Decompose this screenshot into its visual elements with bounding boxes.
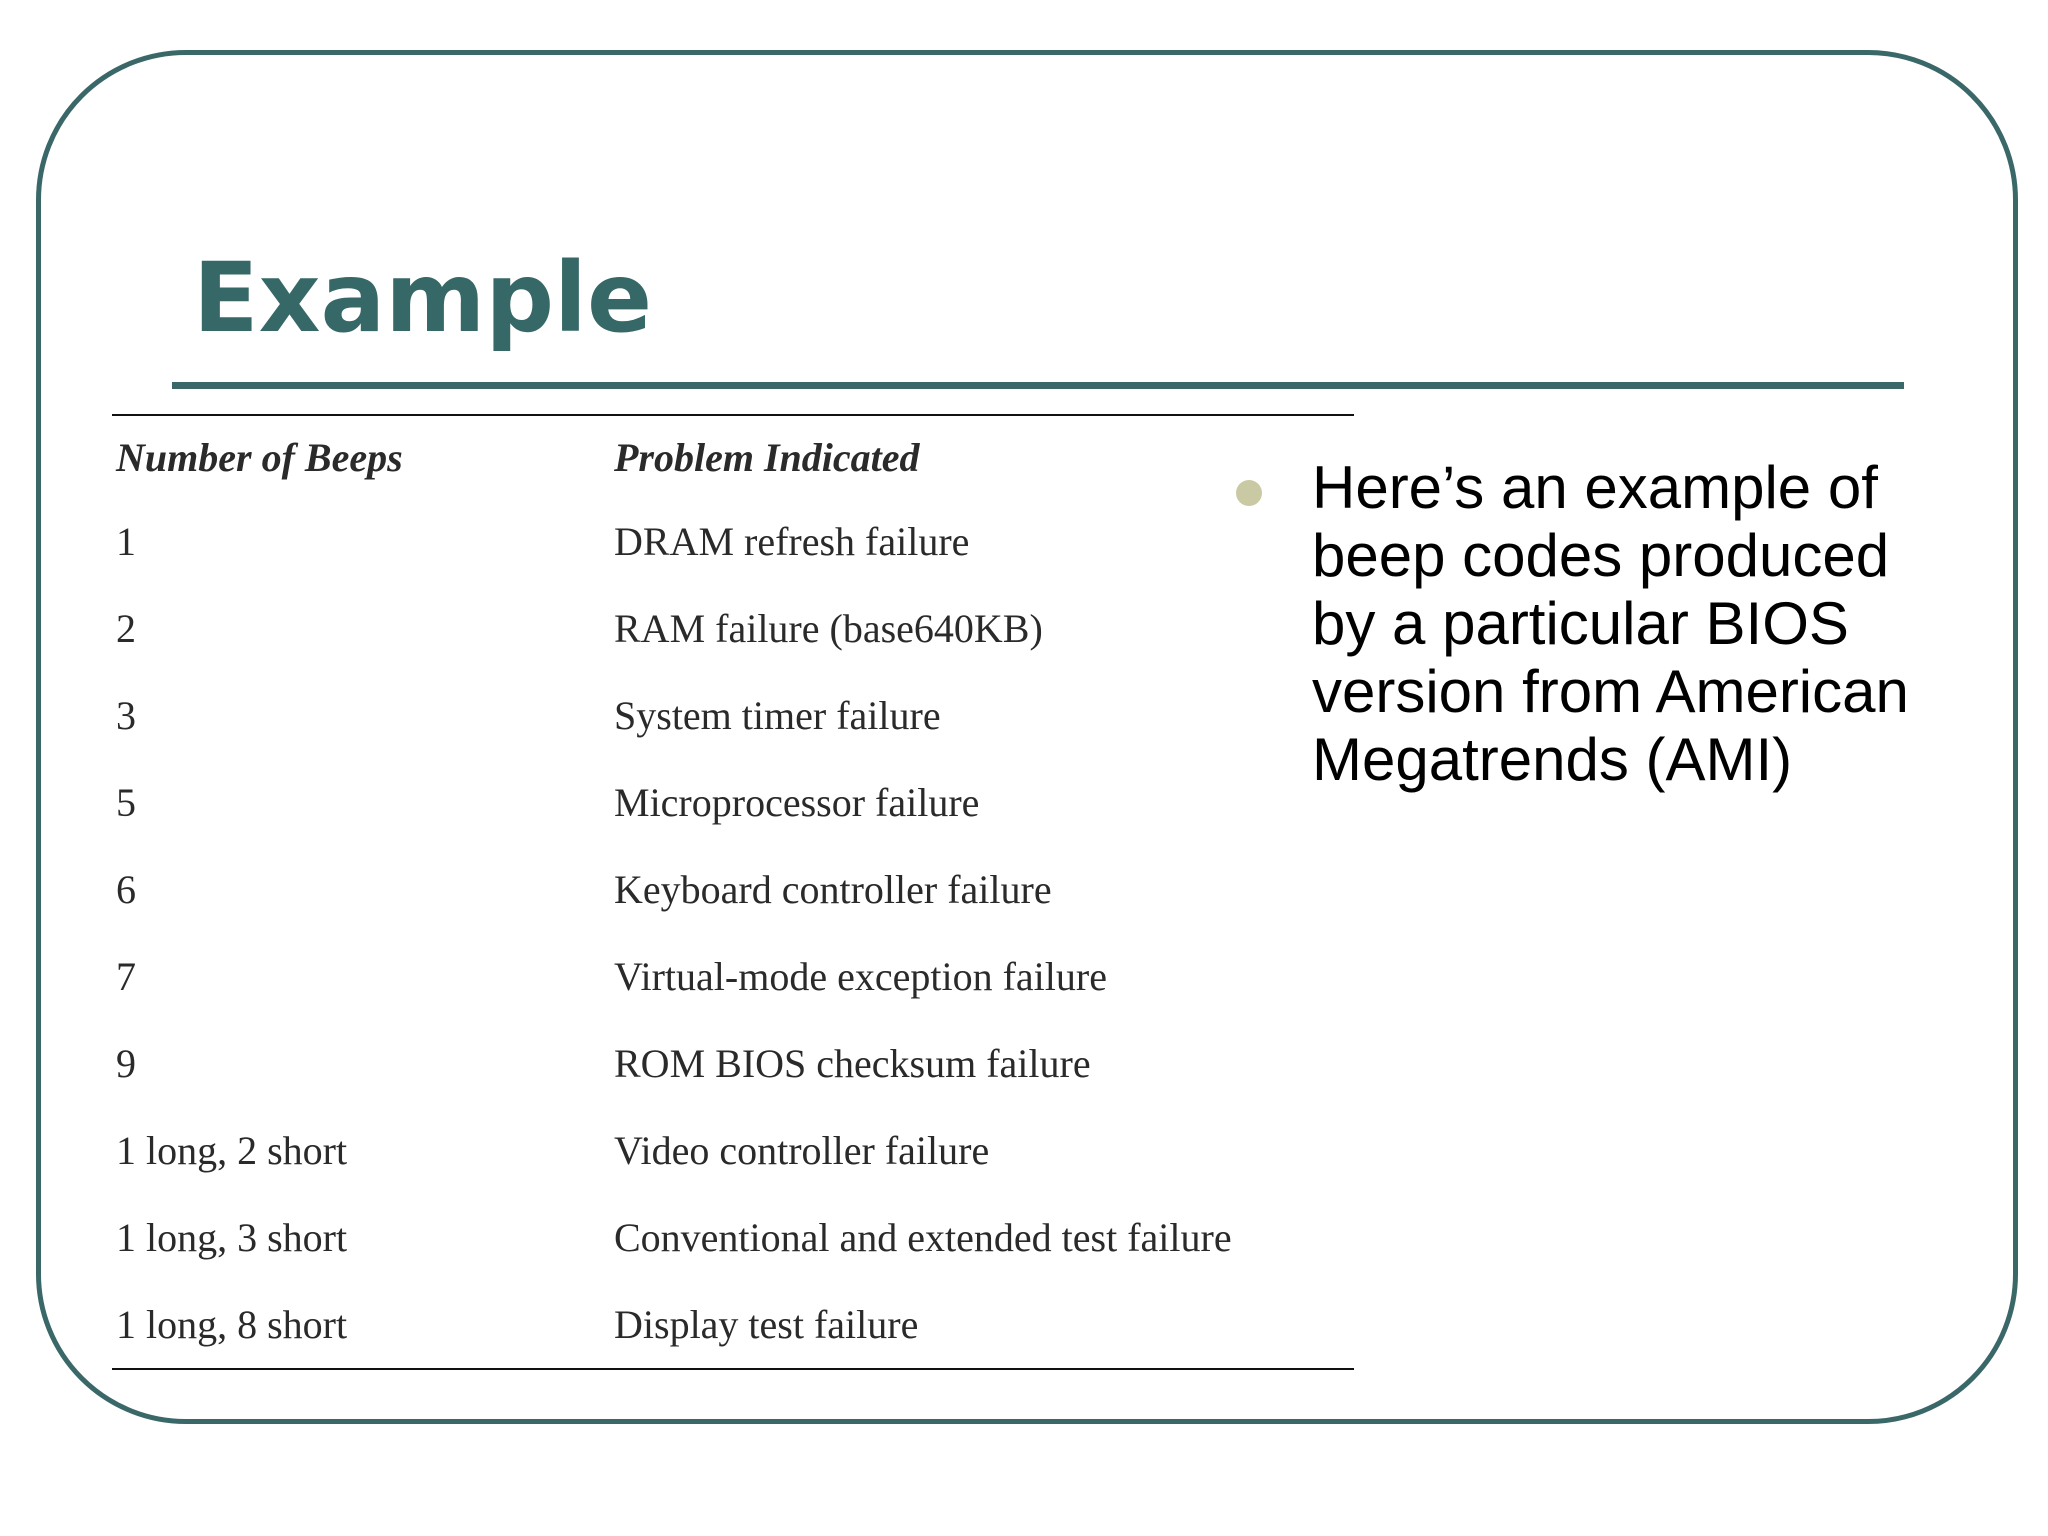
bullet-dot-icon bbox=[1236, 480, 1262, 506]
problem-indicated: RAM failure (base640KB) bbox=[614, 606, 1043, 651]
beep-count: 2 bbox=[116, 606, 136, 651]
beep-count: 6 bbox=[116, 867, 136, 912]
beep-count: 7 bbox=[116, 954, 136, 999]
table-row bbox=[112, 1020, 1354, 1107]
table-row bbox=[112, 585, 1354, 672]
beep-code-table bbox=[112, 414, 1354, 1370]
problem-indicated: Keyboard controller failure bbox=[614, 867, 1052, 912]
table-row bbox=[112, 498, 1354, 585]
beep-count: 5 bbox=[116, 780, 136, 825]
beep-count: 1 bbox=[116, 519, 136, 564]
title-underline bbox=[172, 382, 1904, 389]
table-row bbox=[112, 933, 1354, 1020]
problem-indicated: ROM BIOS checksum failure bbox=[614, 1041, 1091, 1086]
table-row bbox=[112, 1281, 1354, 1368]
beep-count: 1 long, 8 short bbox=[116, 1302, 348, 1347]
bullet-text: Here’s an example of beep codes produced by a particular BIOS version from American Megatrends (AMI) bbox=[1312, 454, 1909, 793]
bullet-point bbox=[1236, 454, 1966, 794]
slide-title: Example bbox=[193, 242, 653, 354]
problem-indicated: Display test failure bbox=[614, 1302, 919, 1347]
table-row bbox=[112, 846, 1354, 933]
beep-count: 1 long, 2 short bbox=[116, 1128, 348, 1173]
problem-indicated: Virtual-mode exception failure bbox=[614, 954, 1107, 999]
table-row bbox=[112, 672, 1354, 759]
beep-count: 1 long, 3 short bbox=[116, 1215, 348, 1260]
header-problem-indicated: Problem Indicated bbox=[614, 434, 920, 480]
problem-indicated: Conventional and extended test failure bbox=[614, 1215, 1232, 1260]
table-header-row bbox=[112, 416, 1354, 498]
table-row bbox=[112, 1107, 1354, 1194]
table-row bbox=[112, 1194, 1354, 1281]
problem-indicated: DRAM refresh failure bbox=[614, 519, 970, 564]
problem-indicated: Microprocessor failure bbox=[614, 780, 980, 825]
header-number-of-beeps: Number of Beeps bbox=[116, 434, 403, 480]
table-row bbox=[112, 759, 1354, 846]
problem-indicated: Video controller failure bbox=[614, 1128, 990, 1173]
beep-count: 3 bbox=[116, 693, 136, 738]
problem-indicated: System timer failure bbox=[614, 693, 941, 738]
beep-count: 9 bbox=[116, 1041, 136, 1086]
